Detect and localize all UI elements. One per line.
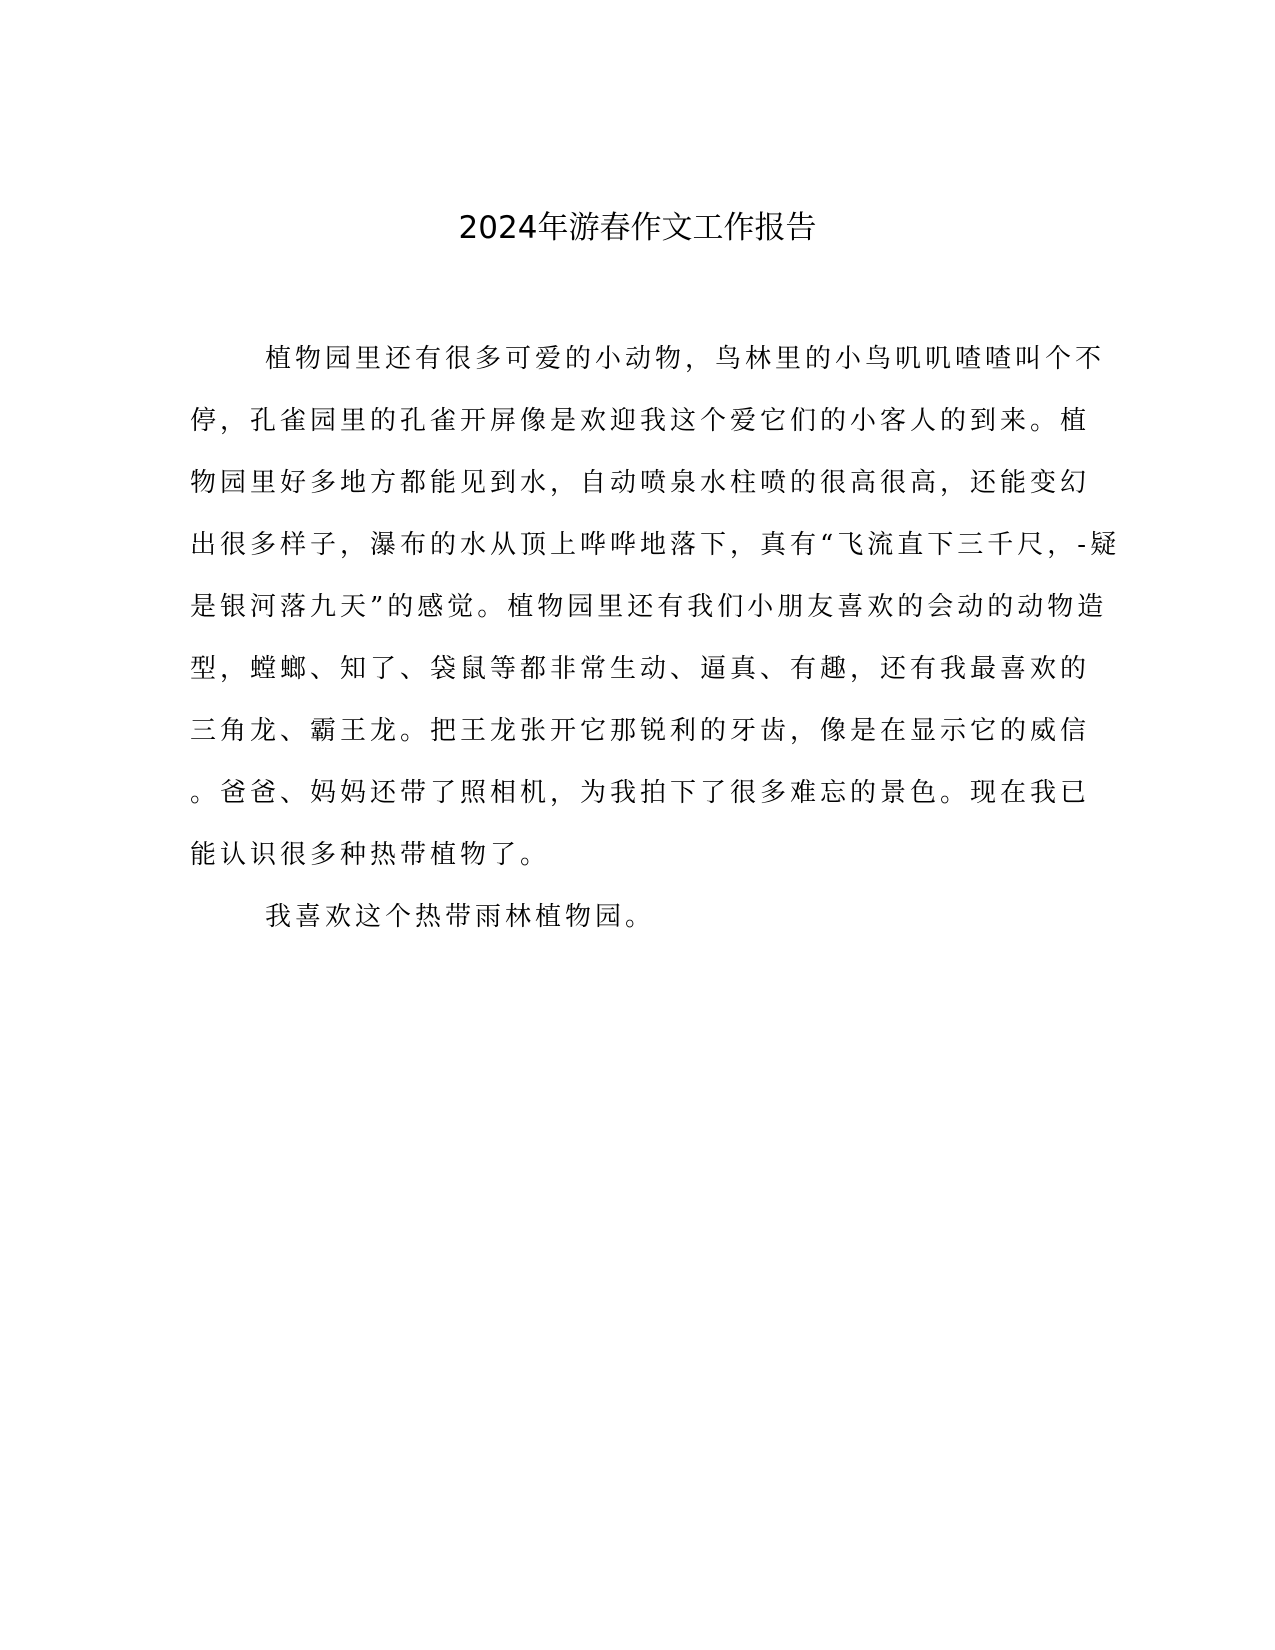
paragraph-line: 出很多样子，瀑布的水从顶上哗哗地落下，真有“飞流直下三千尺，-疑: [190, 530, 1121, 560]
paragraph-line: 停，孔雀园里的孔雀开屏像是欢迎我这个爱它们的小客人的到来。植: [190, 406, 1091, 436]
paragraph-line: 能认识很多种热带植物了。: [190, 840, 551, 870]
document-title: 2024年游春作文工作报告: [458, 210, 817, 246]
paragraph-line: 三角龙、霸王龙。把王龙张开它那锐利的牙齿，像是在显示它的威信: [190, 716, 1091, 746]
closing-paragraph: 我喜欢这个热带雨林植物园。: [265, 902, 656, 932]
paragraph-line: 型，螳螂、知了、袋鼠等都非常生动、逼真、有趣，还有我最喜欢的: [190, 654, 1091, 684]
document-body: [190, 328, 1121, 948]
paragraph-line: 物园里好多地方都能见到水，自动喷泉水柱喷的很高很高，还能变幻: [190, 468, 1091, 498]
paragraph-line: 是银河落九天”的感觉。植物园里还有我们小朋友喜欢的会动的动物造: [190, 592, 1108, 622]
paragraph-line: 。爸爸、妈妈还带了照相机，为我拍下了很多难忘的景色。现在我已: [190, 778, 1091, 808]
paragraph-line: 植物园里还有很多可爱的小动物，鸟林里的小鸟叽叽喳喳叫个不: [265, 344, 1106, 374]
